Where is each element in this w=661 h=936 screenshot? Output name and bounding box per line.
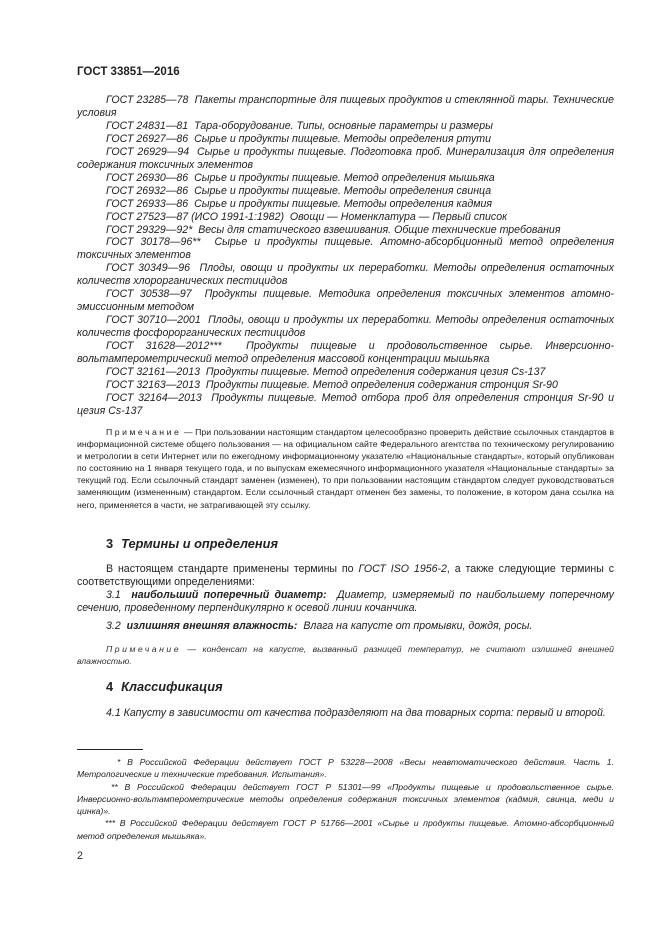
note-label: Примечание xyxy=(106,427,182,437)
reference-item xyxy=(77,172,614,185)
footnote-divider xyxy=(77,749,143,750)
section-title: Классификация xyxy=(121,679,223,694)
reference-item xyxy=(77,94,614,120)
section-number: 4 xyxy=(106,679,114,694)
term-definition: Влага на капусте от промывки, дождя, росы. xyxy=(303,620,533,632)
reference-title: Весы для статического взвешивания. Общие технические требования xyxy=(198,223,561,236)
reference-item xyxy=(77,198,614,211)
reference-item xyxy=(77,366,614,379)
reference-item xyxy=(77,379,614,392)
reference-item xyxy=(77,133,614,146)
reference-title: Сырье и продукты пищевые. Методы определения кадмия xyxy=(194,197,493,210)
reference-title: Овощи — Номенклатура — Первый список xyxy=(289,210,508,223)
term-definition: Диаметр, измеряемый по наибольшему поперечному сечению, проведенному перпендикулярно к осевой линии кочанчика. xyxy=(77,589,614,614)
reference-title: Продукты пищевые и продовольственное сырье. Инверсионно-вольтамперометрический метод определения массовой концентрации мышьяка xyxy=(77,340,614,366)
reference-title: Сырье и продукты пищевые. Подготовка проб. Минерализация для определения содержания токсичных элементов xyxy=(77,145,615,171)
term-note xyxy=(77,643,614,667)
reference-item xyxy=(77,288,614,314)
reference-code: ГОСТ 31628—2012*** xyxy=(106,340,222,353)
term-3-2 xyxy=(77,620,614,633)
reference-code: ГОСТ 26930—86 xyxy=(106,171,189,184)
reference-code: ГОСТ 30538—97 xyxy=(106,288,192,301)
reference-code: ГОСТ 32164—2013 xyxy=(106,391,202,404)
reference-code: ГОСТ 30349—96 xyxy=(106,262,190,275)
reference-title: Тара-оборудование. Типы, основные параметры и размеры xyxy=(194,119,493,132)
reference-title: Сырье и продукты пищевые. Метод определения мышьяка xyxy=(194,171,495,184)
intro-text: В настоящем стандарте применены термины по xyxy=(106,563,359,575)
reference-title: Продукты пищевые. Метод определения содержания стронция Sr-90 xyxy=(205,378,558,391)
reference-code: ГОСТ 26932—86 xyxy=(106,184,189,197)
note-text: — При пользовании настоящим стандартом целесообразно проверить действие ссылочных стандартов в информационной системе общего пользования — на официальном сайте Федерального агентства по техническому регулированию и метрологии в сети Интернет или по ежегодному информационному указателю «Национальные стандарты», который опубликован по состоянию на 1 января текущего года, и по выпускам ежемесячного информационного указателя «Национальные стандарты» за текущий год. Если ссылочный стандарт заменен (изменен), то при пользовании настоящим стандартом следует руководствоваться заменяющим (измененным) стандартом. Если ссылочный стандарт отменен без замены, то положение, в котором дана ссылка на него, применяется в части, не затрагивающей эту ссылку. xyxy=(77,427,614,510)
section-number: 3 xyxy=(106,536,114,551)
reference-title: Пакеты транспортные для пищевых продуктов и стеклянной тары. Технические условия xyxy=(77,94,614,119)
section-4-body xyxy=(77,707,614,720)
reference-item xyxy=(77,185,614,198)
intro-paragraph xyxy=(77,563,614,589)
footnote: * В Российской Федерации действует ГОСТ Р 53228—2008 «Весы неавтоматического действия. Часть 1. Метрологические и технические требования. Испытания». xyxy=(77,757,614,780)
term-name: наибольший поперечный диаметр: xyxy=(131,589,327,601)
reference-title: Продукты пищевые. Метод отбора проб для определения стронция Sr-90 и цезия Cs-137 xyxy=(77,391,614,417)
reference-title: Продукты пищевые. Метод определения содержания цезия Cs-137 xyxy=(205,366,546,379)
intro-ref: ГОСТ ISO 1956-2 xyxy=(358,563,447,575)
section-4-heading xyxy=(106,679,643,694)
clause-4-1: 4.1 Капусту в зависимости от качества подразделяют на два товарных сорта: первый и второй. xyxy=(106,707,606,719)
reference-title: Плоды, овощи и продукты их переработки. Методы определения остаточных количеств хлорорганических пестицидов xyxy=(77,262,614,288)
reference-title: Сырье и продукты пищевые. Методы определения свинца xyxy=(194,184,492,197)
footnote: ** В Российской Федерации действует ГОСТ Р 51301—99 «Продукты пищевые и продовольственное сырье. Инверсионно-вольтамперометрические методы определения содержания токсичных элементов (кадмия, свинца, меди и цинка)». xyxy=(77,781,614,817)
term-name: излишняя внешняя влажность: xyxy=(126,620,298,632)
reference-item xyxy=(77,211,614,224)
reference-code: ГОСТ 23285—78 xyxy=(106,94,189,106)
reference-item xyxy=(77,314,614,340)
reference-code: ГОСТ 30178—96** xyxy=(106,236,201,249)
reference-title: Продукты пищевые. Методика определения токсичных элементов атомно-эмиссионным методом xyxy=(77,288,614,314)
section-3-body xyxy=(77,563,614,667)
term-3-1 xyxy=(77,589,614,615)
normative-references xyxy=(77,94,614,418)
reference-title: Сырье и продукты пищевые. Методы определения ртути xyxy=(194,132,491,145)
reference-code: ГОСТ 26933—86 xyxy=(106,197,189,210)
document-header: ГОСТ 33851—2016 xyxy=(77,66,180,78)
reference-title: Сырье и продукты пищевые. Атомно-абсорбционный метод определения токсичных элементов xyxy=(77,236,615,262)
section-3-heading xyxy=(106,536,643,551)
reference-code: ГОСТ 32163—2013 xyxy=(106,378,200,391)
reference-code: ГОСТ 27523—87 (ИСО 1991-1:1982) xyxy=(106,210,284,223)
note-text: — конденсат на капусте, вызванный разницей температур, не считают излишней внешней влажностью. xyxy=(77,644,614,666)
reference-item xyxy=(77,146,614,172)
reference-code: ГОСТ 24831—81 xyxy=(106,119,189,132)
term-number: 3.1 xyxy=(106,589,121,601)
note-label: Примечание xyxy=(106,644,182,654)
reference-code: ГОСТ 26927—86 xyxy=(106,132,189,145)
reference-item xyxy=(77,392,614,418)
footnote: *** В Российской Федерации действует ГОСТ Р 51766—2001 «Сырье и продукты пищевые. Атомно-абсорбционный метод определения мышьяка». xyxy=(77,818,614,841)
term-number: 3.2 xyxy=(106,620,121,632)
reference-item xyxy=(77,224,614,237)
note-references xyxy=(77,426,614,511)
reference-item xyxy=(77,236,614,262)
reference-code: ГОСТ 30710—2001 xyxy=(106,314,201,327)
page-number: 2 xyxy=(77,850,83,862)
footnotes xyxy=(77,756,614,842)
reference-item xyxy=(77,262,614,288)
reference-code: ГОСТ 29329—92* xyxy=(106,223,193,236)
reference-item xyxy=(77,340,614,366)
intro-text-end: , а также следующие термины с соответствующими определениями: xyxy=(77,563,615,588)
reference-code: ГОСТ 32161—2013 xyxy=(106,366,200,379)
reference-code: ГОСТ 26929—94 xyxy=(106,145,190,158)
reference-title: Плоды, овощи и продукты их переработки. Методы определения остаточных количеств фосфорорганических пестицидов xyxy=(77,314,614,340)
reference-item xyxy=(77,120,614,133)
section-title: Термины и определения xyxy=(121,536,278,551)
